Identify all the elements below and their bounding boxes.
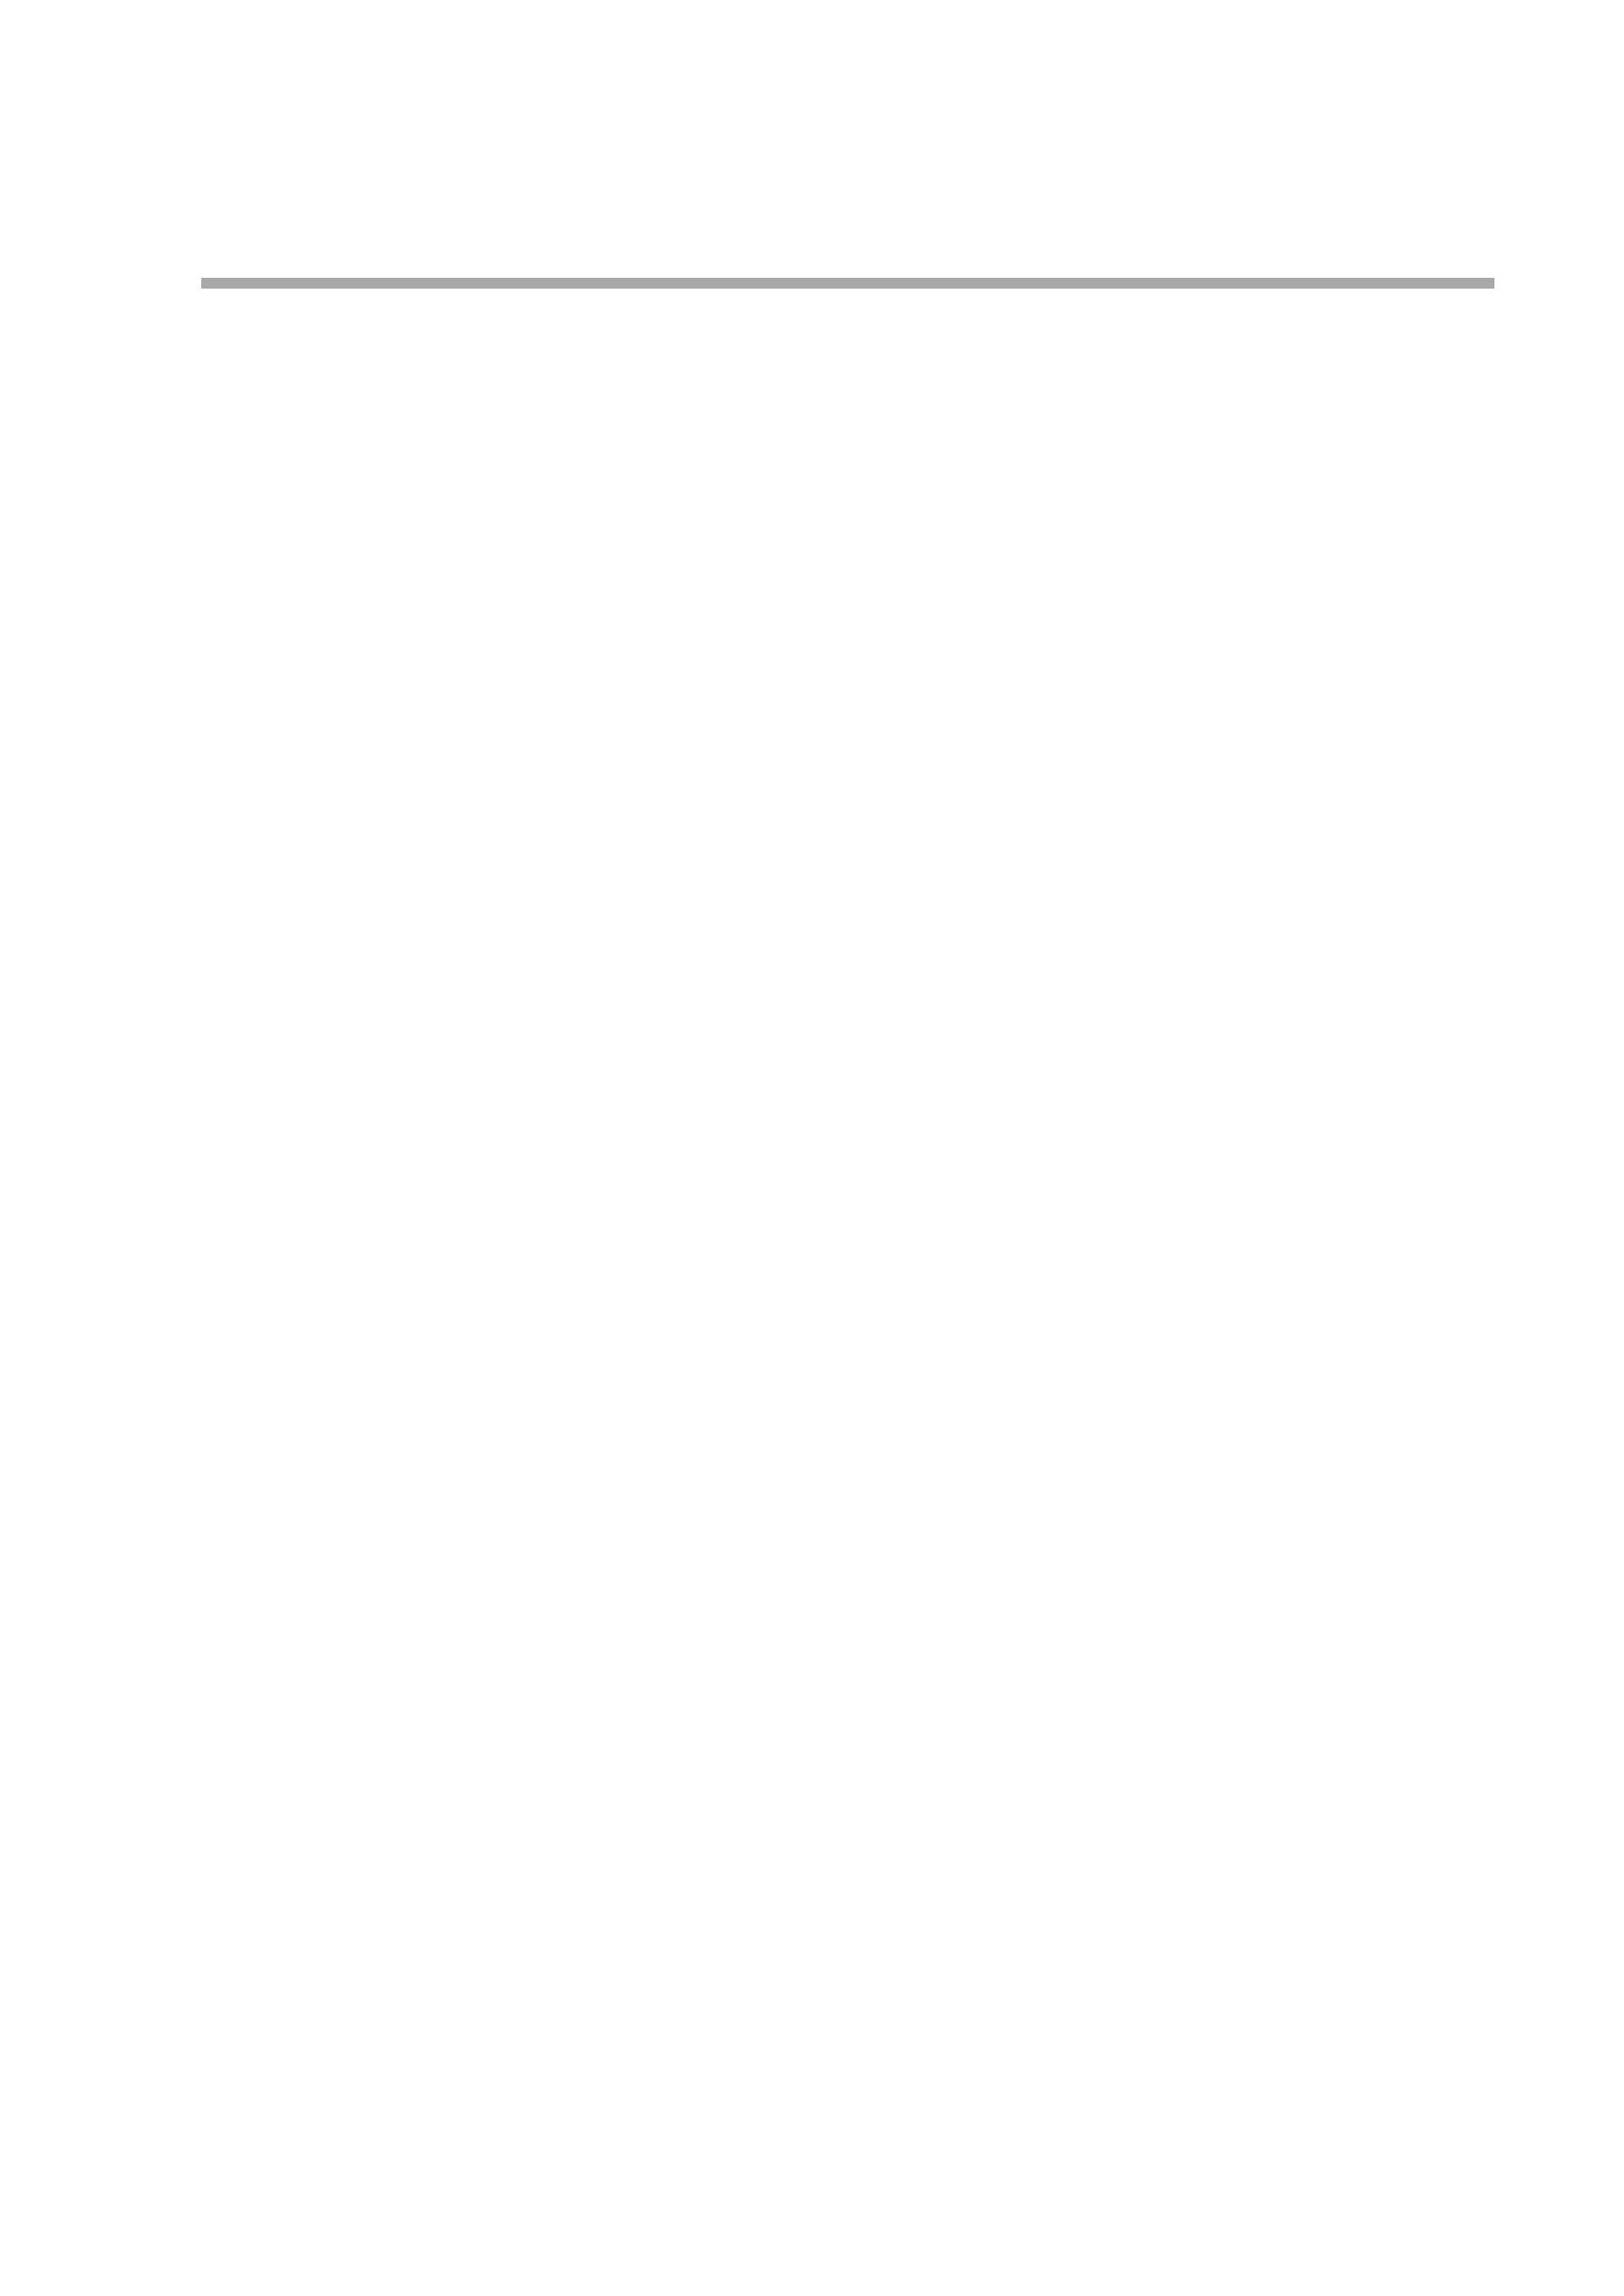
header-rule [201,278,1494,289]
